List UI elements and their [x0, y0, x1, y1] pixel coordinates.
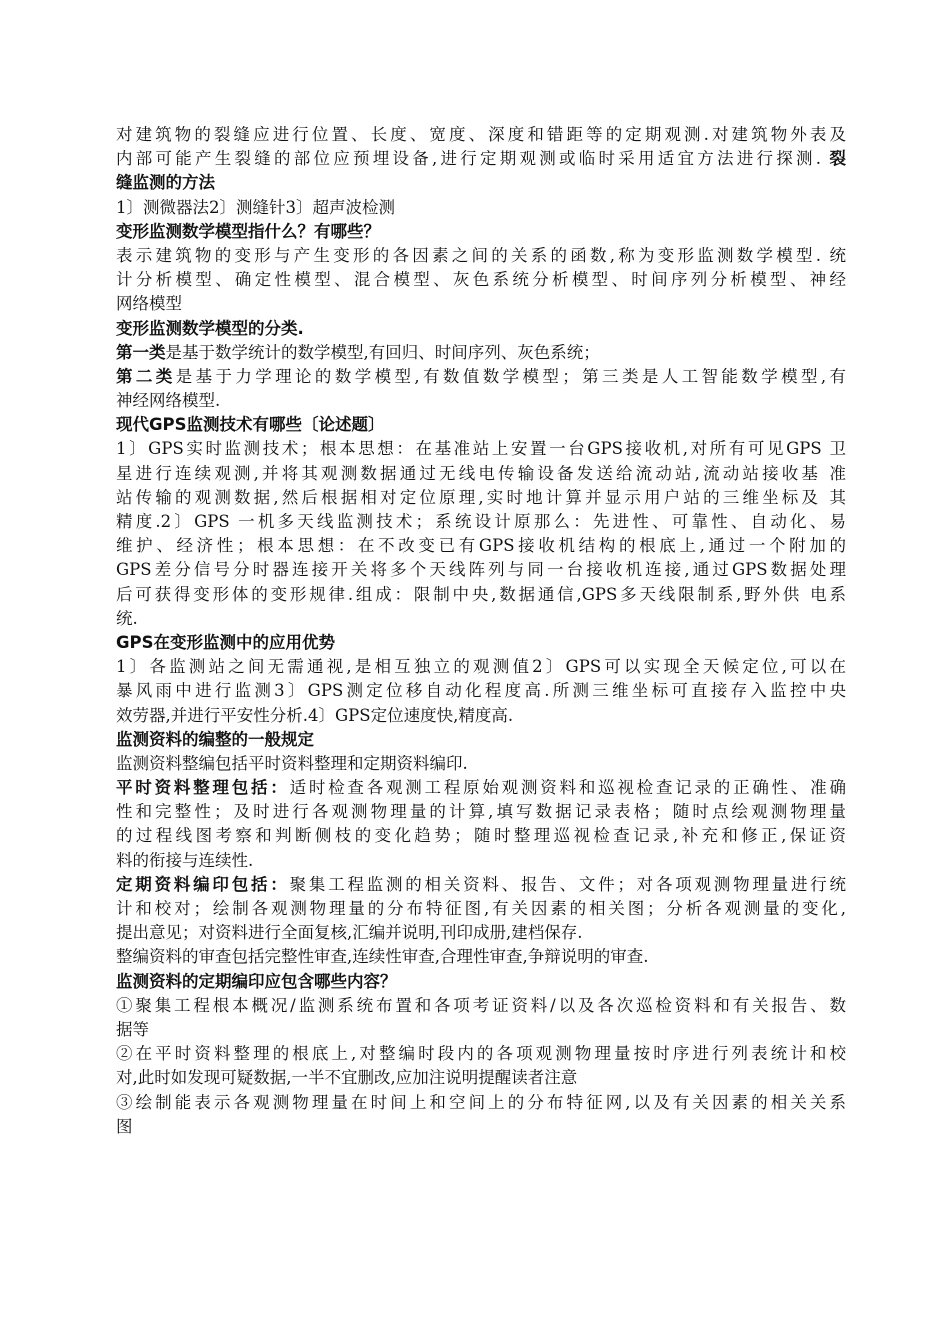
text-line: [116, 123, 846, 147]
text-line: [116, 824, 846, 848]
text-line: [116, 1018, 846, 1042]
text-line: [116, 631, 846, 655]
text-line: [116, 1042, 846, 1066]
body-text: 站传输的观测数据,然后根据相对定位原理,实时地计算并显示用户站的三维坐标及 其: [116, 487, 846, 507]
body-text: 计和校对；绘制各观测物理量的分布特征图,有关因素的相关图；分析各观测量的变化,: [116, 899, 846, 918]
text-line: [116, 800, 846, 824]
text-line: [116, 945, 846, 969]
text-line: [116, 341, 846, 365]
text-line: [116, 462, 846, 486]
body-text: ②在平时资料整理的根底上,对整编时段内的各项观测物理量按时序进行列表统计和校: [116, 1044, 846, 1064]
body-text: 整编资料的审查包括完整性审查,连续性审查,合理性审查,争辩说明的审查.: [116, 947, 649, 967]
body-text: 料的衔接与连续性.: [116, 850, 254, 870]
text-line: [116, 171, 846, 195]
bold-text: 监测资料的定期编印应包含哪些内容？: [116, 971, 397, 991]
text-line: [116, 486, 846, 510]
body-text: 网络模型: [116, 294, 182, 314]
text-line: [116, 607, 846, 631]
body-text: 是基于力学理论的数学模型,有数值数学模型；第三类是人工智能数学模型,有: [175, 366, 847, 386]
text-line: [116, 752, 846, 776]
bold-text: 变形监测数学模型指什么？有哪些？: [116, 221, 380, 241]
bold-text: 平时资料整理包括：: [116, 778, 290, 798]
body-text: 聚集工程监测的相关资料、报告、文件；对各项观测物理量进行统: [289, 874, 847, 894]
document-body: [116, 123, 846, 1139]
body-text: ①聚集工程根本概况/监测系统布置和各项考证资料/以及各次巡检资料和有关报告、数: [116, 995, 846, 1015]
text-line: [116, 365, 846, 389]
text-line: [116, 849, 846, 873]
text-line: [116, 897, 846, 921]
text-line: [116, 994, 846, 1018]
text-line: [116, 147, 846, 171]
bold-text: 缝监测的方法: [116, 173, 215, 193]
text-line: [116, 873, 846, 897]
body-text: 1〕GPS实时监测技术；根本思想：在基准站上安置一台GPS接收机,对所有可见GPS 卫: [116, 439, 846, 459]
body-text: 效劳器,并进行平安性分析.4〕GPS定位速度快,精度高.: [116, 705, 514, 725]
text-line: [116, 196, 846, 220]
body-text: 统.: [116, 608, 138, 628]
text-line: [116, 220, 846, 244]
body-text: 维护、经济性；根本思想：在不改变已有GPS接收机结构的根底上,通过一个附加的: [116, 536, 846, 556]
body-text: 是基于数学统计的数学模型,有回归、时间序列、灰色系统；: [165, 342, 600, 362]
text-line: [116, 970, 846, 994]
body-text: 1〕测微器法2〕测缝针3〕超声波检测: [116, 197, 395, 217]
body-text: 1〕各监测站之间无需通视,是相互独立的观测值2〕GPS可以实现全天候定位,可以在: [116, 657, 846, 677]
text-line: [116, 776, 846, 800]
text-line: [116, 704, 846, 728]
text-line: [116, 1066, 846, 1090]
text-line: [116, 728, 846, 752]
body-text: 内部可能产生裂缝的部位应预埋设备,进行定期观测或临时采用适宜方法进行探测.: [116, 149, 830, 169]
body-text: GPS差分信号分时器连接开关将多个天线阵列与同一台接收机连接,通过GPS数据处理: [116, 560, 846, 580]
bold-text: 裂: [829, 149, 846, 169]
text-line: [116, 583, 846, 607]
body-text: 提出意见；对资料进行全面复核,汇编并说明,刊印成册,建档保存.: [116, 923, 583, 943]
text-line: [116, 268, 846, 292]
text-line: [116, 437, 846, 461]
bold-text: 第二类: [116, 366, 176, 386]
text-line: [116, 292, 846, 316]
text-line: [116, 389, 846, 413]
bold-text: GPS在变形监测中的应用优势: [116, 632, 336, 652]
body-text: 的过程线图考察和判断侧枝的变化趋势；随时整理巡视检查记录,补充和修正,保证资: [116, 826, 846, 846]
body-text: 表示建筑物的变形与产生变形的各因素之间的关系的函数,称为变形监测数学模型. 统: [116, 245, 846, 265]
body-text: 神经网络模型.: [116, 391, 221, 411]
body-text: 监测资料整编包括平时资料整理和定期资料编印.: [116, 753, 468, 773]
body-text: 暴风雨中进行监测3〕GPS测定位移自动化程度高.所测三维坐标可直接存入监控中央: [116, 681, 846, 701]
bold-text: 监测资料的编整的一般规定: [116, 729, 314, 749]
bold-text: 现代GPS监测技术有哪些〔论述题〕: [116, 415, 385, 435]
body-text: 计分析模型、确定性模型、混合模型、灰色系统分析模型、时间序列分析模型、神经: [116, 270, 846, 290]
body-text: 性和完整性；及时进行各观测物理量的计算,填写数据记录表格；随时点绘观测物理量: [116, 802, 846, 822]
text-line: [116, 413, 846, 437]
text-line: [116, 510, 846, 534]
body-text: 图: [116, 1116, 133, 1136]
bold-text: 第一类: [116, 342, 166, 362]
body-text: 星进行连续观测,并将其观测数据通过无线电传输设备发送给流动站,流动站接收基 准: [116, 463, 846, 483]
text-line: [116, 679, 846, 703]
text-line: [116, 921, 846, 945]
bold-text: 定期资料编印包括：: [116, 874, 290, 894]
text-line: [116, 244, 846, 268]
text-line: [116, 317, 846, 341]
body-text: 对建筑物的裂缝应进行位置、长度、宽度、深度和错距等的定期观测.对建筑物外表及: [116, 125, 846, 144]
text-line: [116, 655, 846, 679]
bold-text: 变形监测数学模型的分类.: [116, 318, 304, 338]
text-line: [116, 558, 846, 582]
body-text: 据等: [116, 1019, 149, 1039]
body-text: 对,此时如发现可疑数据,一半不宜删改,应加注说明提醒读者注意: [116, 1068, 578, 1088]
text-line: [116, 534, 846, 558]
body-text: 后可获得变形体的变形规律.组成：限制中央,数据通信,GPS多天线限制系,野外供 电系: [116, 584, 846, 604]
text-line: [116, 1115, 846, 1139]
text-line: [116, 1091, 846, 1115]
body-text: ③绘制能表示各观测物理量在时间上和空间上的分布特征网,以及有关因素的相关关系: [116, 1092, 846, 1112]
body-text: 精度.2〕GPS 一机多天线监测技术；系统设计原那么：先进性、可靠性、自动化、易: [116, 512, 846, 531]
body-text: 适时检查各观测工程原始观测资料和巡视检查记录的正确性、准确: [289, 778, 847, 798]
